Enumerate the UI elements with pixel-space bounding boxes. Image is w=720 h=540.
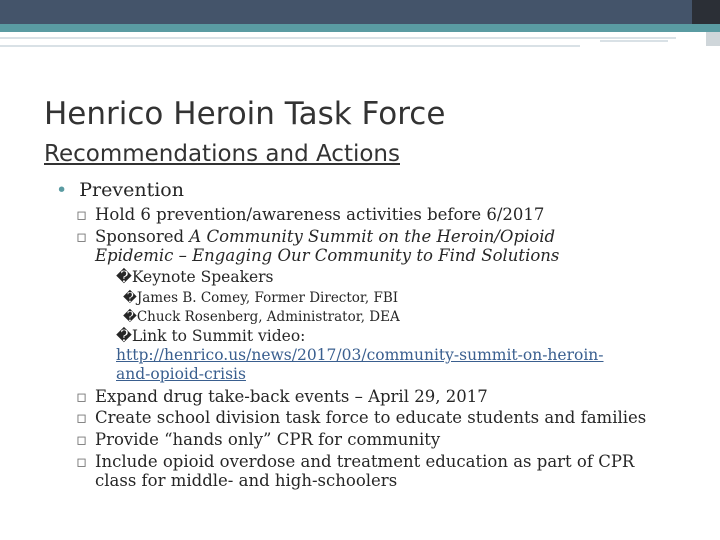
- summit-title-continued: Epidemic – Engaging Our Community to Find Solutions: [95, 246, 560, 265]
- list-item: [76, 430, 87, 449]
- sub-bullet-icon: ▫: [76, 452, 88, 471]
- bullet-text: Prevention: [79, 179, 184, 201]
- link-label: �Link to Summit video:: [116, 327, 306, 345]
- sub-bullet-icon: ▫: [76, 227, 88, 246]
- keynote-heading: �Keynote Speakers: [116, 268, 274, 286]
- item-text: Hold 6 prevention/awareness activities before 6/2017: [95, 205, 545, 224]
- speaker-item: �James B. Comey, Former Director, FBI: [123, 290, 399, 306]
- summit-link-line1[interactable]: http://henrico.us/news/2017/03/community-summit-on-heroin-: [116, 346, 604, 364]
- bullet-prevention: [56, 179, 184, 201]
- item-prefix: Sponsored: [95, 227, 190, 246]
- divider-line: [600, 40, 668, 42]
- summit-link-continued[interactable]: [116, 365, 246, 383]
- summit-link[interactable]: [116, 346, 604, 364]
- summit-title: A Community Summit on the Heroin/Opioid: [189, 227, 556, 246]
- list-item: [76, 227, 87, 246]
- item-text: [95, 227, 555, 246]
- slide-title: Henrico Heroin Task Force: [44, 96, 446, 132]
- item-text: Expand drug take-back events – April 29, 2017: [95, 387, 488, 406]
- corner-block: [706, 32, 720, 46]
- divider-line: [0, 37, 676, 39]
- item-text-continued: [95, 246, 559, 265]
- item-text: Create school division task force to educate students and families: [95, 408, 647, 427]
- sub-bullet-icon: ▫: [76, 205, 88, 224]
- bullet-icon: •: [56, 179, 68, 201]
- item-text: Provide “hands only” CPR for community: [95, 430, 441, 449]
- sub-bullet-icon: ▫: [76, 430, 88, 449]
- sub-bullet-icon: ▫: [76, 408, 88, 427]
- header-corner: [692, 0, 720, 24]
- list-item: [76, 452, 87, 471]
- list-item: [76, 205, 87, 224]
- list-item: [76, 387, 87, 406]
- header-bar: [0, 0, 720, 24]
- item-text-continued: class for middle- and high-schoolers: [95, 471, 398, 490]
- speaker-item: �Chuck Rosenberg, Administrator, DEA: [123, 309, 400, 325]
- accent-stripe: [0, 24, 720, 32]
- divider-line: [0, 45, 580, 47]
- item-text: Include opioid overdose and treatment education as part of CPR: [95, 452, 635, 471]
- sub-bullet-icon: ▫: [76, 387, 88, 406]
- summit-link-line2[interactable]: and-opioid-crisis: [116, 365, 246, 383]
- slide-subtitle: Recommendations and Actions: [44, 141, 400, 167]
- list-item: [76, 408, 87, 427]
